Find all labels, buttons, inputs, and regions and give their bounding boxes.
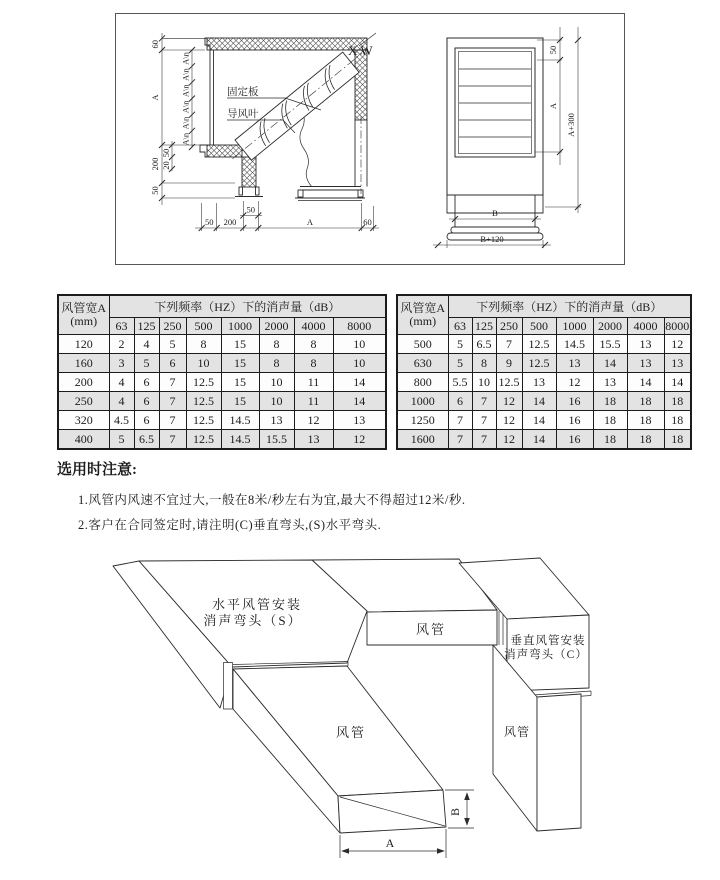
table-cell: 12 (556, 373, 593, 392)
table-cell: 18 (593, 430, 627, 450)
table-cell: 16 (556, 411, 593, 430)
table-cell: 13 (333, 411, 386, 430)
table-cell: 7 (472, 392, 496, 411)
freq-col-header: 8000 (665, 318, 690, 333)
table-cell: 15 (221, 354, 259, 373)
dim-An: A\n (180, 52, 191, 65)
selection-notes (57, 458, 677, 538)
table-cell: 3 (109, 354, 134, 373)
table-cell: 18 (627, 430, 664, 450)
table-cell: 13 (627, 354, 664, 373)
table-cell: 7 (159, 430, 186, 450)
louver-lines (459, 69, 531, 137)
table-cell: 8 (472, 354, 496, 373)
table-cell: 10 (333, 335, 386, 354)
front-inner-frame (455, 48, 535, 157)
table-cell: 7 (159, 411, 186, 430)
hduct-flange (499, 611, 503, 646)
right-wall (355, 50, 367, 120)
table-cell: 12.5 (186, 411, 221, 430)
collar-stub (224, 663, 233, 710)
note-item-1: 1.风管内风速不宜过大,一般在8米/秒左右为宜,最大不得超过12米/秒. (78, 493, 466, 507)
guide-vane-cassette (224, 43, 370, 169)
table-cell: 12 (333, 430, 386, 450)
table-cell: 5.5 (448, 373, 472, 392)
table-cell: 6.5 (472, 335, 496, 354)
table-cell: 18 (664, 411, 691, 430)
outlet-flange (358, 190, 363, 197)
dim-A: A (150, 94, 160, 101)
table-cell: 6 (448, 392, 472, 411)
table-cell: 5 (109, 430, 134, 450)
table-cell: 4.5 (109, 411, 134, 430)
table-cell: 18 (664, 430, 691, 450)
table-cell: 12.5 (496, 373, 522, 392)
table-cell: 14 (333, 392, 386, 411)
table-cell: 250 (58, 392, 109, 411)
notes-title: 选用时注意: (57, 462, 137, 478)
freq-col-header: 125 (472, 318, 496, 335)
table-cell: 8 (294, 354, 333, 373)
table-cell: 10 (333, 354, 386, 373)
duct-width-header-line2: (mm) (70, 314, 98, 328)
table-row (397, 373, 691, 392)
dim-An: A\n (180, 132, 191, 146)
dim-labels-left (150, 40, 191, 195)
dim-60: 60 (363, 217, 372, 227)
freq-col-header: 63 (109, 318, 134, 335)
table-cell: 10 (186, 354, 221, 373)
table-cell: 5 (448, 354, 472, 373)
table-cell: 13 (522, 373, 556, 392)
table-row (58, 354, 386, 373)
dim-50: 50 (150, 186, 160, 195)
table-cell: 12.5 (186, 373, 221, 392)
dim-B: B (492, 208, 498, 218)
table-cell: 16 (556, 392, 593, 411)
table-cell: 15 (221, 373, 259, 392)
table-cell: 6 (134, 373, 159, 392)
table-cell: 16 (556, 430, 593, 450)
dim-B120: B+120 (480, 234, 504, 244)
table-row (397, 354, 691, 373)
table-cell: 10 (472, 373, 496, 392)
horizontal-elbow-label-1: 水平风管安装 (211, 597, 303, 612)
table-cell: 12 (294, 411, 333, 430)
corner-wall (242, 157, 256, 187)
table-cell: 18 (627, 411, 664, 430)
table-cell: 8 (294, 335, 333, 354)
table-cell: 12.5 (186, 392, 221, 411)
freq-col-header: 4000 (627, 318, 664, 335)
table-cell: 13 (664, 354, 691, 373)
break-line (300, 109, 312, 187)
duct-width-header-line1: 风管宽A (400, 301, 446, 315)
table-cell: 13 (259, 411, 294, 430)
dim-An: A\n (180, 84, 191, 98)
table-cell: 7 (159, 392, 186, 411)
installation-drawing (100, 545, 620, 875)
table-cell: 18 (664, 392, 691, 411)
dim-A: A (548, 102, 558, 110)
table-cell: 12.5 (522, 335, 556, 354)
freq-col-header: 8000 (333, 318, 386, 335)
table-cell: 9 (496, 354, 522, 373)
table-cell: 13 (593, 373, 627, 392)
horizontal-elbow-label-2: 消声弯头（S） (203, 613, 303, 628)
table-cell: 13 (627, 335, 664, 354)
dim-chain-bottom (195, 201, 379, 231)
table-cell: 400 (58, 430, 109, 450)
front-outer-frame (447, 38, 543, 195)
freq-col-header: 1000 (556, 318, 593, 335)
top-wall (207, 38, 367, 50)
table-cell: 14 (333, 373, 386, 392)
table-cell: 120 (58, 335, 109, 354)
dim-a-label: A (385, 836, 395, 850)
table-cell: 500 (397, 335, 448, 354)
freq-col-header: 63 (448, 318, 472, 335)
table-row (397, 430, 691, 450)
freq-col-header: 125 (134, 318, 159, 335)
table-cell: 4 (109, 373, 134, 392)
dim-small-20: 20 (161, 161, 171, 170)
table-cell: 1000 (397, 392, 448, 411)
hduct-label: 风管 (415, 622, 447, 637)
dim-b-label: B (448, 807, 462, 817)
duct-width-header-line1: 风管宽A (61, 301, 107, 315)
freq-col-header: 500 (522, 318, 556, 335)
guide-vane-label: 导风叶 (227, 109, 259, 120)
table-cell: 1600 (397, 430, 448, 450)
table-cell: 12 (664, 335, 691, 354)
freq-col-header: 2000 (259, 318, 294, 335)
freq-col-header: 2000 (593, 318, 627, 335)
dim-A: A (306, 217, 314, 227)
table-cell: 18 (593, 392, 627, 411)
fixed-plate-label: 固定板 (227, 87, 259, 98)
vduct-front-face (537, 694, 581, 831)
dim-200: 200 (150, 157, 160, 171)
table-row (58, 411, 386, 430)
table-cell: 1250 (397, 411, 448, 430)
outlet-flange (298, 190, 303, 197)
table-cell: 5 (134, 354, 159, 373)
table-cell: 11 (294, 392, 333, 411)
table-cell: 630 (397, 354, 448, 373)
dim-50: 50 (204, 217, 214, 227)
freq-col-header: 1000 (221, 318, 259, 335)
table-cell: 14 (664, 373, 691, 392)
table-cell: 14 (522, 392, 556, 411)
table-cell: 10 (259, 392, 294, 411)
attenuation-table-left-wrap (57, 294, 387, 450)
vertical-elbow-label-1: 垂直风管安装 (510, 635, 586, 647)
dim-chain-left (159, 33, 235, 205)
table-cell: 12 (496, 392, 522, 411)
foot-flange (239, 187, 243, 195)
table-cell: 18 (627, 392, 664, 411)
table-cell: 8 (259, 354, 294, 373)
duct-width-header-line2: (mm) (409, 314, 437, 328)
frequency-header: 下列频率（HZ）下的消声量（dB） (109, 295, 386, 318)
table-cell: 14.5 (221, 411, 259, 430)
model-code: XW (348, 43, 376, 58)
table-cell: 14.5 (556, 335, 593, 354)
freq-col-header: 250 (496, 318, 522, 335)
freq-col-header: 4000 (294, 318, 333, 335)
duct-width-header (397, 295, 448, 335)
table-cell: 200 (58, 373, 109, 392)
table-cell: 7 (159, 373, 186, 392)
table-row (58, 373, 386, 392)
table-cell: 2 (109, 335, 134, 354)
table-cell: 6 (159, 354, 186, 373)
attenuation-table-right (396, 294, 692, 450)
table-cell: 12.5 (186, 430, 221, 450)
table-cell: 14.5 (221, 430, 259, 450)
duct-width-header (58, 295, 109, 335)
table-cell: 6.5 (134, 430, 159, 450)
table-cell: 12 (496, 430, 522, 450)
dim-An: A\n (180, 68, 191, 81)
dim-200: 200 (223, 217, 237, 227)
iso-geometry (113, 558, 591, 833)
table-cell: 7 (448, 411, 472, 430)
table-cell: 15 (221, 392, 259, 411)
dim-50-raised: 50 (246, 204, 256, 215)
table-cell: 7 (472, 411, 496, 430)
table-cell: 6 (134, 411, 159, 430)
table-cell: 8 (186, 335, 221, 354)
dim-small-50: 50 (161, 148, 171, 158)
table-cell: 7 (448, 430, 472, 450)
table-cell: 4 (134, 335, 159, 354)
table-cell: 160 (58, 354, 109, 373)
dim-60: 60 (150, 39, 160, 49)
table-cell: 10 (259, 373, 294, 392)
vertical-elbow-label-2: 消声弯头（C） (504, 649, 588, 661)
table-row (397, 411, 691, 430)
note-item-2: 2.客户在合同签定时,请注明(C)垂直弯头,(S)水平弯头. (78, 518, 382, 532)
table-cell: 14 (522, 411, 556, 430)
table-cell: 4 (109, 392, 134, 411)
freq-col-header: 500 (186, 318, 221, 335)
table-cell: 14 (522, 430, 556, 450)
table-row (58, 392, 386, 411)
table-row (397, 392, 691, 411)
table-cell: 6 (134, 392, 159, 411)
flange-plate-1 (451, 227, 539, 233)
vduct-label: 风管 (503, 725, 531, 739)
dim-A300: A+300 (566, 113, 576, 137)
table-cell: 12 (496, 411, 522, 430)
table-cell: 11 (294, 373, 333, 392)
table-cell: 13 (556, 354, 593, 373)
foot-flange (256, 187, 260, 195)
dim-50: 50 (548, 45, 558, 55)
table-cell: 15.5 (259, 430, 294, 450)
technical-drawing (115, 13, 625, 265)
duct-label: 风管 (335, 725, 367, 740)
table-cell: 320 (58, 411, 109, 430)
dim-An: A\n (180, 100, 191, 114)
table-cell: 12.5 (522, 354, 556, 373)
table-cell: 8 (259, 335, 294, 354)
table-cell: 800 (397, 373, 448, 392)
frequency-header: 下列频率（HZ）下的消声量（dB） (448, 295, 691, 318)
dim-An: A\n (180, 116, 191, 130)
table-cell: 7 (496, 335, 522, 354)
table-row (58, 430, 386, 450)
inlet-flange-bottom (200, 145, 207, 157)
table-cell: 15 (221, 335, 259, 354)
table-cell: 14 (627, 373, 664, 392)
table-cell: 18 (593, 411, 627, 430)
table-cell: 14 (593, 354, 627, 373)
freq-col-header: 250 (159, 318, 186, 335)
table-cell: 13 (294, 430, 333, 450)
attenuation-table-right-wrap (396, 294, 692, 450)
table-cell: 5 (159, 335, 186, 354)
front-inner-frame-2 (459, 52, 532, 154)
table-row (397, 335, 691, 354)
attenuation-table-left (57, 294, 387, 450)
dim-labels-front (480, 46, 576, 244)
table-cell: 15.5 (593, 335, 627, 354)
table-cell: 5 (448, 335, 472, 354)
dim-labels-bottom (205, 205, 372, 228)
table-cell: 7 (472, 430, 496, 450)
table-row (58, 335, 386, 354)
